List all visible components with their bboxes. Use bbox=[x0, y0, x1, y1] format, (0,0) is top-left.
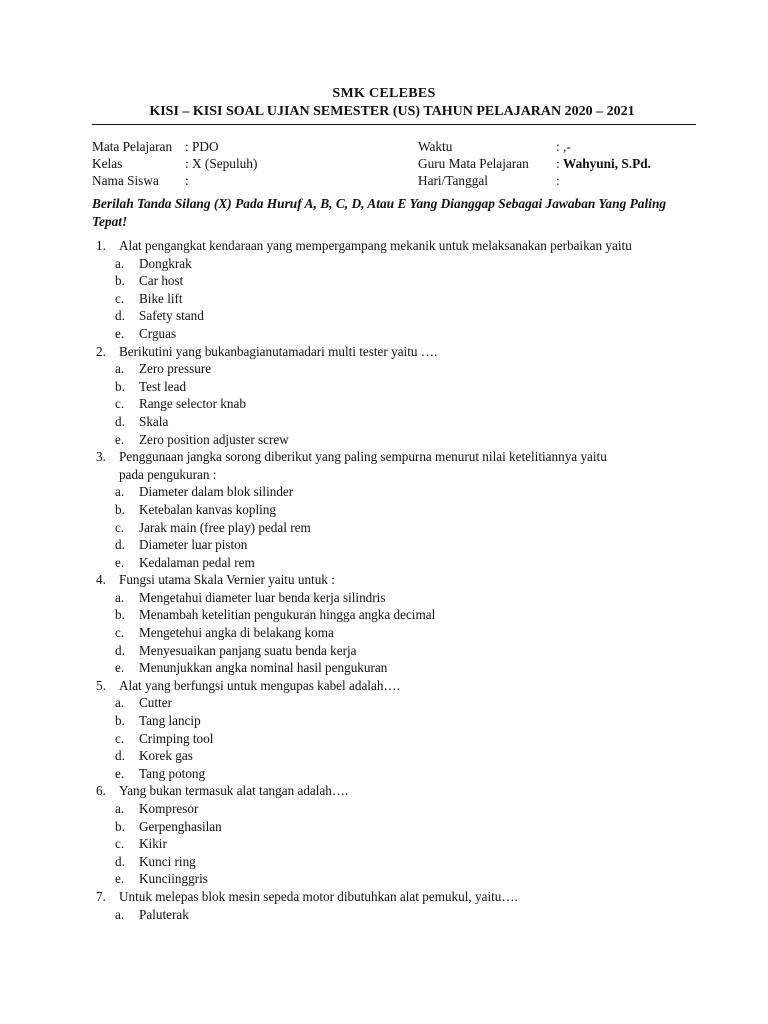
option-text: Zero pressure bbox=[139, 361, 212, 377]
option-letter: b. bbox=[115, 378, 125, 394]
option-letter: d. bbox=[115, 642, 125, 658]
option-text: Kedalaman pedal rem bbox=[139, 554, 255, 570]
option-text: Cutter bbox=[139, 695, 172, 711]
answer-option bbox=[96, 642, 696, 660]
info-separator: : bbox=[185, 156, 189, 171]
answer-option bbox=[96, 395, 696, 413]
info-row-subject bbox=[92, 138, 257, 155]
option-letter: e. bbox=[115, 871, 125, 887]
option-text: Jarak main (free play) pedal rem bbox=[139, 519, 311, 535]
info-label: Nama Siswa bbox=[92, 173, 159, 188]
option-letter: c. bbox=[115, 836, 125, 852]
option-letter: b. bbox=[115, 607, 125, 623]
answer-option bbox=[96, 483, 696, 501]
question-line bbox=[96, 888, 696, 906]
answer-option bbox=[96, 307, 696, 325]
question-text: Untuk melepas blok mesin sepeda motor dibutuhkan alat pemukul, yaitu…. bbox=[119, 888, 518, 904]
info-label: Mata Pelajaran bbox=[92, 139, 173, 154]
option-letter: a. bbox=[115, 801, 125, 816]
question-text: Alat pengangkat kendaraan yang mempergampang mekanik untuk melaksanakan perbaikan yaitu bbox=[119, 238, 632, 253]
option-letter: e. bbox=[115, 765, 125, 781]
question-number: 2. bbox=[96, 343, 106, 359]
info-value: X (Sepuluh) bbox=[192, 156, 258, 171]
info-right-block bbox=[418, 138, 651, 189]
info-row-teacher bbox=[418, 155, 651, 172]
info-separator: : bbox=[185, 173, 189, 188]
info-row-class bbox=[92, 155, 257, 172]
question-line bbox=[96, 237, 696, 255]
option-letter: a. bbox=[115, 361, 125, 377]
answer-option bbox=[96, 835, 696, 853]
option-letter: a. bbox=[115, 695, 125, 711]
info-value: Wahyuni, S.Pd. bbox=[563, 156, 651, 171]
school-name: SMK CELEBES bbox=[332, 86, 436, 101]
question-text: Alat yang berfungsi untuk mengupas kabel adalah…. bbox=[119, 677, 400, 693]
answer-option bbox=[96, 853, 696, 871]
option-text: Menyesuaikan panjang suatu benda kerja bbox=[139, 642, 357, 658]
option-text: Paluterak bbox=[139, 906, 189, 922]
question-number: 1. bbox=[96, 238, 106, 253]
option-letter: b. bbox=[115, 818, 125, 834]
info-label: Hari/Tanggal bbox=[418, 173, 488, 188]
question-item bbox=[96, 782, 696, 888]
question-number: 4. bbox=[96, 572, 106, 588]
option-letter: d. bbox=[115, 748, 125, 764]
option-text: Ketebalan kanvas kopling bbox=[139, 501, 276, 517]
option-text: Kunci ring bbox=[139, 853, 196, 869]
option-text: Mengetahui diameter luar benda kerja silindris bbox=[139, 589, 386, 605]
option-letter: e. bbox=[115, 325, 125, 341]
answer-option bbox=[96, 765, 696, 783]
answer-option bbox=[96, 589, 696, 607]
question-text: Yang bukan termasuk alat tangan adalah…. bbox=[119, 783, 349, 799]
info-row-day-date bbox=[418, 172, 651, 189]
question-line bbox=[96, 343, 696, 361]
answer-option bbox=[96, 501, 696, 519]
option-text: Menunjukkan angka nominal hasil pengukuran bbox=[139, 660, 388, 676]
question-number: 7. bbox=[96, 888, 106, 904]
question-line bbox=[96, 677, 696, 695]
option-letter: c. bbox=[115, 625, 125, 641]
option-text: Korek gas bbox=[139, 748, 193, 764]
option-text: Kikir bbox=[139, 836, 167, 852]
info-row-time bbox=[418, 138, 651, 155]
option-letter: c. bbox=[115, 290, 125, 306]
option-text: Zero position adjuster screw bbox=[139, 431, 289, 447]
answer-option bbox=[96, 413, 696, 431]
option-text: Gerpenghasilan bbox=[139, 818, 222, 834]
option-text: Tang potong bbox=[139, 765, 206, 781]
option-letter: d. bbox=[115, 853, 125, 869]
answer-option bbox=[96, 694, 696, 712]
option-letter: e. bbox=[115, 554, 125, 570]
question-text: Fungsi utama Skala Vernier yaitu untuk : bbox=[119, 572, 335, 588]
info-label: Waktu bbox=[418, 139, 453, 154]
question-text: pada pengukuran : bbox=[119, 466, 217, 482]
question-item bbox=[96, 677, 696, 783]
info-value: ,- bbox=[563, 139, 571, 154]
question-item bbox=[96, 571, 696, 677]
answer-option bbox=[96, 906, 696, 924]
option-text: Diameter luar piston bbox=[139, 537, 248, 553]
question-item bbox=[96, 237, 696, 343]
option-text: Safety stand bbox=[139, 308, 204, 324]
question-item bbox=[96, 343, 696, 449]
option-letter: d. bbox=[115, 537, 125, 553]
option-text: Diameter dalam blok silinder bbox=[139, 484, 294, 500]
question-number: 3. bbox=[96, 449, 106, 465]
answer-option bbox=[96, 712, 696, 730]
info-separator: : bbox=[556, 156, 560, 171]
info-separator: : bbox=[556, 173, 560, 188]
option-letter: c. bbox=[115, 730, 125, 746]
option-letter: a. bbox=[115, 906, 125, 922]
question-line bbox=[96, 448, 696, 466]
answer-option bbox=[96, 870, 696, 888]
answer-option bbox=[96, 659, 696, 677]
option-letter: d. bbox=[115, 413, 125, 429]
option-letter: b. bbox=[115, 713, 125, 729]
info-separator: : bbox=[556, 139, 560, 154]
answer-option bbox=[96, 272, 696, 290]
option-letter: a. bbox=[115, 255, 125, 271]
question-line bbox=[96, 466, 696, 484]
answer-option bbox=[96, 606, 696, 624]
answer-option bbox=[96, 730, 696, 748]
answer-option bbox=[96, 554, 696, 572]
question-number: 5. bbox=[96, 677, 106, 693]
info-row-student-name bbox=[92, 172, 257, 189]
question-item bbox=[96, 448, 696, 571]
option-letter: d. bbox=[115, 308, 125, 324]
answer-option bbox=[96, 360, 696, 378]
answer-option bbox=[96, 431, 696, 449]
option-text: Test lead bbox=[139, 378, 187, 394]
option-text: Crimping tool bbox=[139, 730, 214, 746]
answer-option bbox=[96, 325, 696, 343]
option-letter: a. bbox=[115, 484, 125, 500]
option-text: Range selector knab bbox=[139, 396, 246, 412]
info-left-block bbox=[92, 138, 257, 189]
question-line bbox=[96, 571, 696, 589]
info-label: Guru Mata Pelajaran bbox=[418, 156, 529, 171]
option-letter: a. bbox=[115, 589, 125, 605]
option-text: Mengetehui angka di belakang koma bbox=[139, 625, 334, 641]
option-text: Menambah ketelitian pengukuran hingga angka decimal bbox=[139, 607, 436, 623]
question-text: Penggunaan jangka sorong diberikut yang paling sempurna menurut nilai ketelitiannya yaitu bbox=[119, 449, 607, 465]
answer-option bbox=[96, 800, 696, 818]
instruction-text: Berilah Tanda Silang (X) Pada Huruf A, B, C, D, Atau E Yang Dianggap Sebagai Jawaban Yang Paling Tepat! bbox=[92, 196, 667, 229]
option-text: Skala bbox=[139, 413, 169, 429]
option-letter: e. bbox=[115, 431, 125, 447]
info-separator: : bbox=[185, 139, 189, 154]
option-letter: b. bbox=[115, 273, 125, 289]
option-letter: c. bbox=[115, 396, 125, 412]
question-text: Berikutini yang bukanbagianutamadari multi tester yaitu …. bbox=[119, 343, 438, 359]
question-number: 6. bbox=[96, 783, 106, 799]
answer-option bbox=[96, 747, 696, 765]
exam-title: KISI – KISI SOAL UJIAN SEMESTER (US) TAHUN PELAJARAN 2020 – 2021 bbox=[149, 104, 635, 119]
answer-option bbox=[96, 818, 696, 836]
option-text: Car host bbox=[139, 273, 184, 289]
info-value: PDO bbox=[192, 139, 219, 154]
question-item bbox=[96, 888, 696, 923]
answer-option bbox=[96, 255, 696, 273]
info-label: Kelas bbox=[92, 156, 123, 171]
answer-option bbox=[96, 290, 696, 308]
option-text: Tang lancip bbox=[139, 713, 201, 729]
option-letter: b. bbox=[115, 501, 125, 517]
title-divider bbox=[92, 124, 696, 125]
answer-option bbox=[96, 624, 696, 642]
question-list bbox=[96, 237, 696, 923]
option-text: Kompresor bbox=[139, 801, 199, 816]
option-text: Bike lift bbox=[139, 290, 183, 306]
answer-option bbox=[96, 519, 696, 537]
option-text: Dongkrak bbox=[139, 255, 192, 271]
option-letter: e. bbox=[115, 660, 125, 676]
answer-option bbox=[96, 536, 696, 554]
option-text: Kunciinggris bbox=[139, 871, 208, 887]
answer-option bbox=[96, 378, 696, 396]
option-letter: c. bbox=[115, 519, 125, 535]
option-text: Crguas bbox=[139, 325, 177, 341]
question-line bbox=[96, 782, 696, 800]
